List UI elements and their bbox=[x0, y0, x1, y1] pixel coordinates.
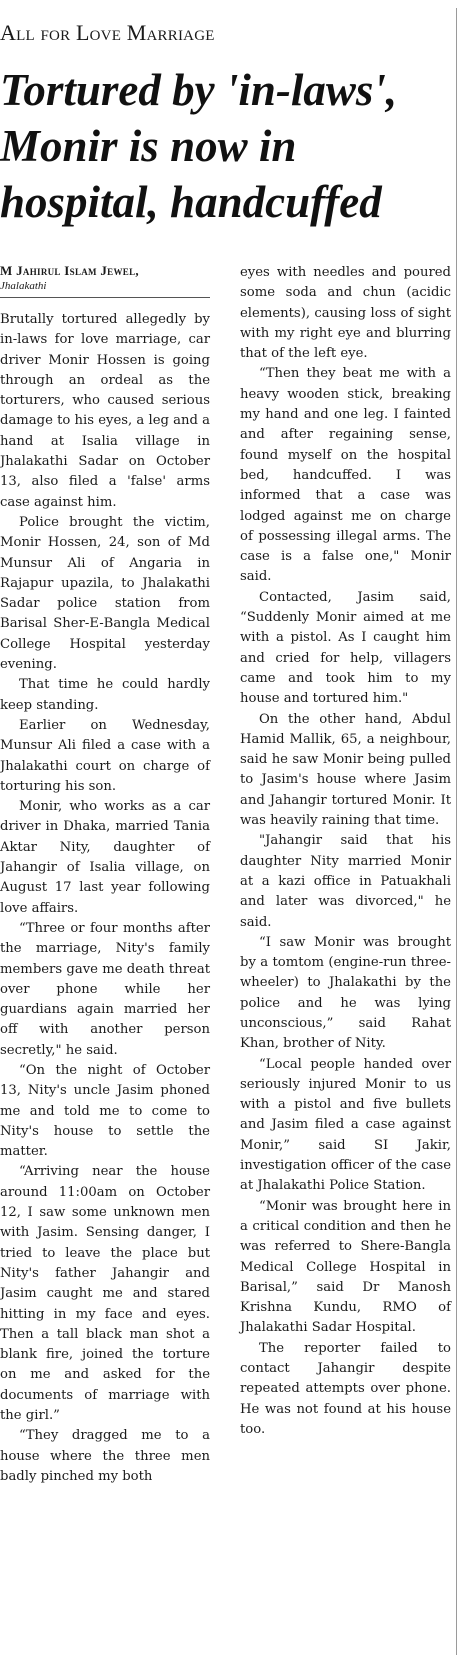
article-paragraph: Earlier on Wednesday, Munsur Ali filed a case with a Jhalakathi court on charge of torturing his son. bbox=[0, 717, 210, 794]
article-paragraph: "Jahangir said that his daughter Nity married Monir at a kazi office in Patuakhali and later was divorced," he said. bbox=[240, 833, 451, 930]
article-paragraph: That time he could hardly keep standing. bbox=[0, 677, 210, 713]
byline-name: M Jahirul Islam Jewel, bbox=[0, 263, 139, 278]
article-paragraph: Contacted, Jasim said, “Suddenly Monir aimed at me with a pistol. As I caught him and cried for help, villagers came and took him to my house and tortured him." bbox=[240, 589, 451, 707]
article-paragraph: The reporter failed to contact Jahangir despite repeated attempts over phone. He was not found at his house too. bbox=[240, 1340, 451, 1437]
article-column-right bbox=[240, 263, 451, 1440]
article-paragraph: “They dragged me to a house where the three men badly pinched my both bbox=[0, 1428, 210, 1484]
article-paragraph: Brutally tortured allegedly by in-laws for love marriage, car driver Monir Hossen is going through an ordeal as the torturers, who caused serious damage to his eyes, a leg and a hand at Isalia village in Jhalakathi Sadar on October 13, also filed a 'false' arms case against him. bbox=[0, 312, 210, 510]
article-paragraph: “Local people handed over seriously injured Monir to us with a pistol and five bullets and Jasim filed a case against Monir,” said SI Jakir, investigation officer of the case at Jhalakathi Police Station. bbox=[240, 1056, 451, 1194]
article-paragraph: “Arriving near the house around 11:00am on October 12, I saw some unknown men with Jasim. Sensing danger, I tried to leave the place but Nity's father Jahangir and Jasim caught me and stared hitting in my face and eyes. Then a tall black man shot a blank fire, joined the torture on me and asked for the documents of marriage with the girl.” bbox=[0, 1164, 210, 1424]
article-paragraph: On the other hand, Abdul Hamid Mallik, 65, a neighbour, said he saw Monir being pulled to Jasim's house where Jasim and Jahangir tortured Monir. It was heavily raining that time. bbox=[240, 711, 451, 829]
article-headline: Tortured by 'in-laws', Monir is now in hospital, handcuffed bbox=[0, 65, 398, 227]
article-paragraph: eyes with needles and poured some soda and chun (acidic elements), causing loss of sight with my right eye and blurring that of the left eye. bbox=[240, 265, 451, 362]
article-paragraph: “I saw Monir was brought by a tomtom (engine-run three-wheeler) to Jhalakathi by the police and he was lying unconscious,” said Rahat Khan, brother of Nity. bbox=[240, 934, 451, 1052]
section-kicker: All for Love Marriage bbox=[0, 20, 215, 45]
article-paragraph: “On the night of October 13, Nity's uncle Jasim phoned me and told me to come to Nity's house to settle the matter. bbox=[0, 1062, 210, 1160]
article-paragraph: Police brought the victim, Monir Hossen, 24, son of Md Munsur Ali of Angaria in Rajapur upazila, to Jhalakathi Sadar police station from Barisal Sher-E-Bangla Medical College Hospital yesterday evening. bbox=[0, 514, 210, 673]
article-paragraph: “Three or four months after the marriage, Nity's family members gave me death threat over phone while her guardians again married her off with another person secretly," he said. bbox=[0, 920, 210, 1058]
column-rule bbox=[456, 8, 457, 1655]
article-paragraph: Monir, who works as a car driver in Dhaka, married Tania Aktar Nity, daughter of Jahangir of Isalia village, on August 17 last year following love affairs. bbox=[0, 799, 210, 916]
byline-location: Jhalakathi bbox=[0, 279, 210, 298]
article-paragraph: “Monir was brought here in a critical condition and then he was referred to Shere-Bangla Medical College Hospital in Barisal,” said Dr Manosh Krishna Kundu, RMO of Jhalakathi Sadar Hospital. bbox=[240, 1198, 451, 1336]
article-paragraph: “Then they beat me with a heavy wooden stick, breaking my hand and one leg. I fainted and after regaining sense, found myself on the hospital bed, handcuffed. I was informed that a case was lodged against me on charge of possessing illegal arms. The case is a false one," Monir said. bbox=[240, 366, 451, 585]
article-column-left bbox=[0, 263, 210, 1487]
